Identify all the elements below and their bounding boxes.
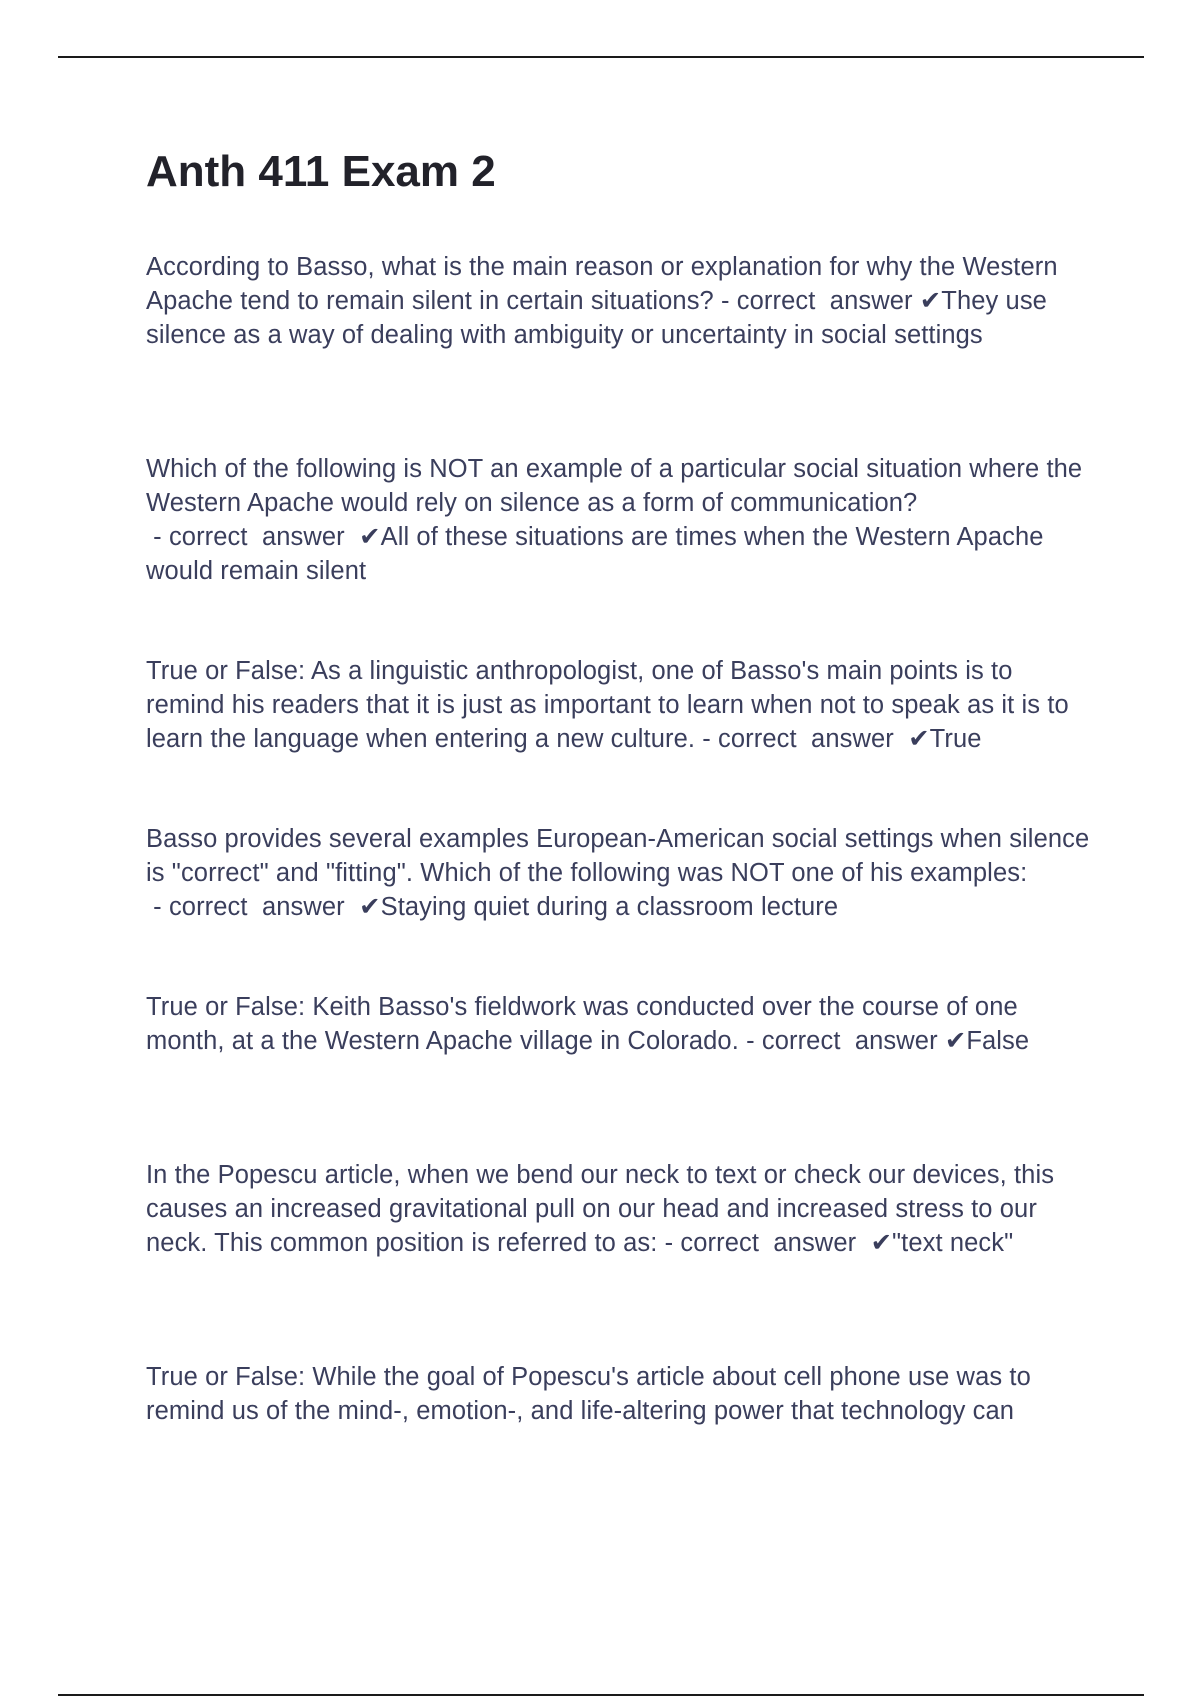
answer-text: ✔False [944,1027,1030,1055]
bottom-rule [58,1694,1144,1696]
qa-item-4 [146,822,1096,924]
answer-text: ✔"text neck" [870,1229,1014,1257]
qa-item-5 [146,990,1096,1058]
document-title: Anth 411 Exam 2 [146,147,496,196]
qa-item-3 [146,654,1096,756]
qa-item-1 [146,250,1096,352]
answer-separator: - correct answer [713,287,920,315]
answer-separator: - correct answer [695,725,909,753]
question-text: Basso provides several examples European-American social settings when silence is "correct" and "fitting". Which of the following was NOT one of his examples: [146,825,1090,887]
answer-separator: - correct answer [146,893,360,921]
answer-text: ✔They use silence as a way of dealing with ambiguity or uncertainty in social settings [146,287,1047,349]
answer-text: ✔All of these situations are times when the Western Apache would remain silent [146,523,1044,585]
question-text: True or False: While the goal of Popescu's article about cell phone use was to remind us of the mind-, emotion-, and life-altering power that technology can [146,1363,1031,1425]
answer-text: ✔Staying quiet during a classroom lecture [359,893,839,921]
question-text: True or False: Keith Basso's fieldwork was conducted over the course of one month, at a the Western Apache village in Colorado. [146,993,1018,1055]
answer-separator: - correct answer [657,1229,871,1257]
top-rule [58,56,1144,58]
qa-item-6 [146,1158,1096,1260]
answer-text: ✔True [908,725,982,753]
answer-separator: - correct answer [738,1027,945,1055]
question-text: In the Popescu article, when we bend our neck to text or check our devices, this causes an increased gravitational pull on our head and increased stress to our neck. This common position is referred to as: [146,1161,1055,1257]
question-text: According to Basso, what is the main reason or explanation for why the Western Apache tend to remain silent in certain situations? [146,253,1058,315]
answer-separator: - correct answer [146,523,360,551]
question-text: Which of the following is NOT an example of a particular social situation where the Western Apache would rely on silence as a form of communication? [146,455,1083,517]
qa-item-7 [146,1360,1096,1428]
question-text: True or False: As a linguistic anthropologist, one of Basso's main points is to remind his readers that it is just as important to learn when not to speak as it is to learn the language when entering a new culture. [146,657,1069,753]
qa-item-2 [146,452,1096,588]
